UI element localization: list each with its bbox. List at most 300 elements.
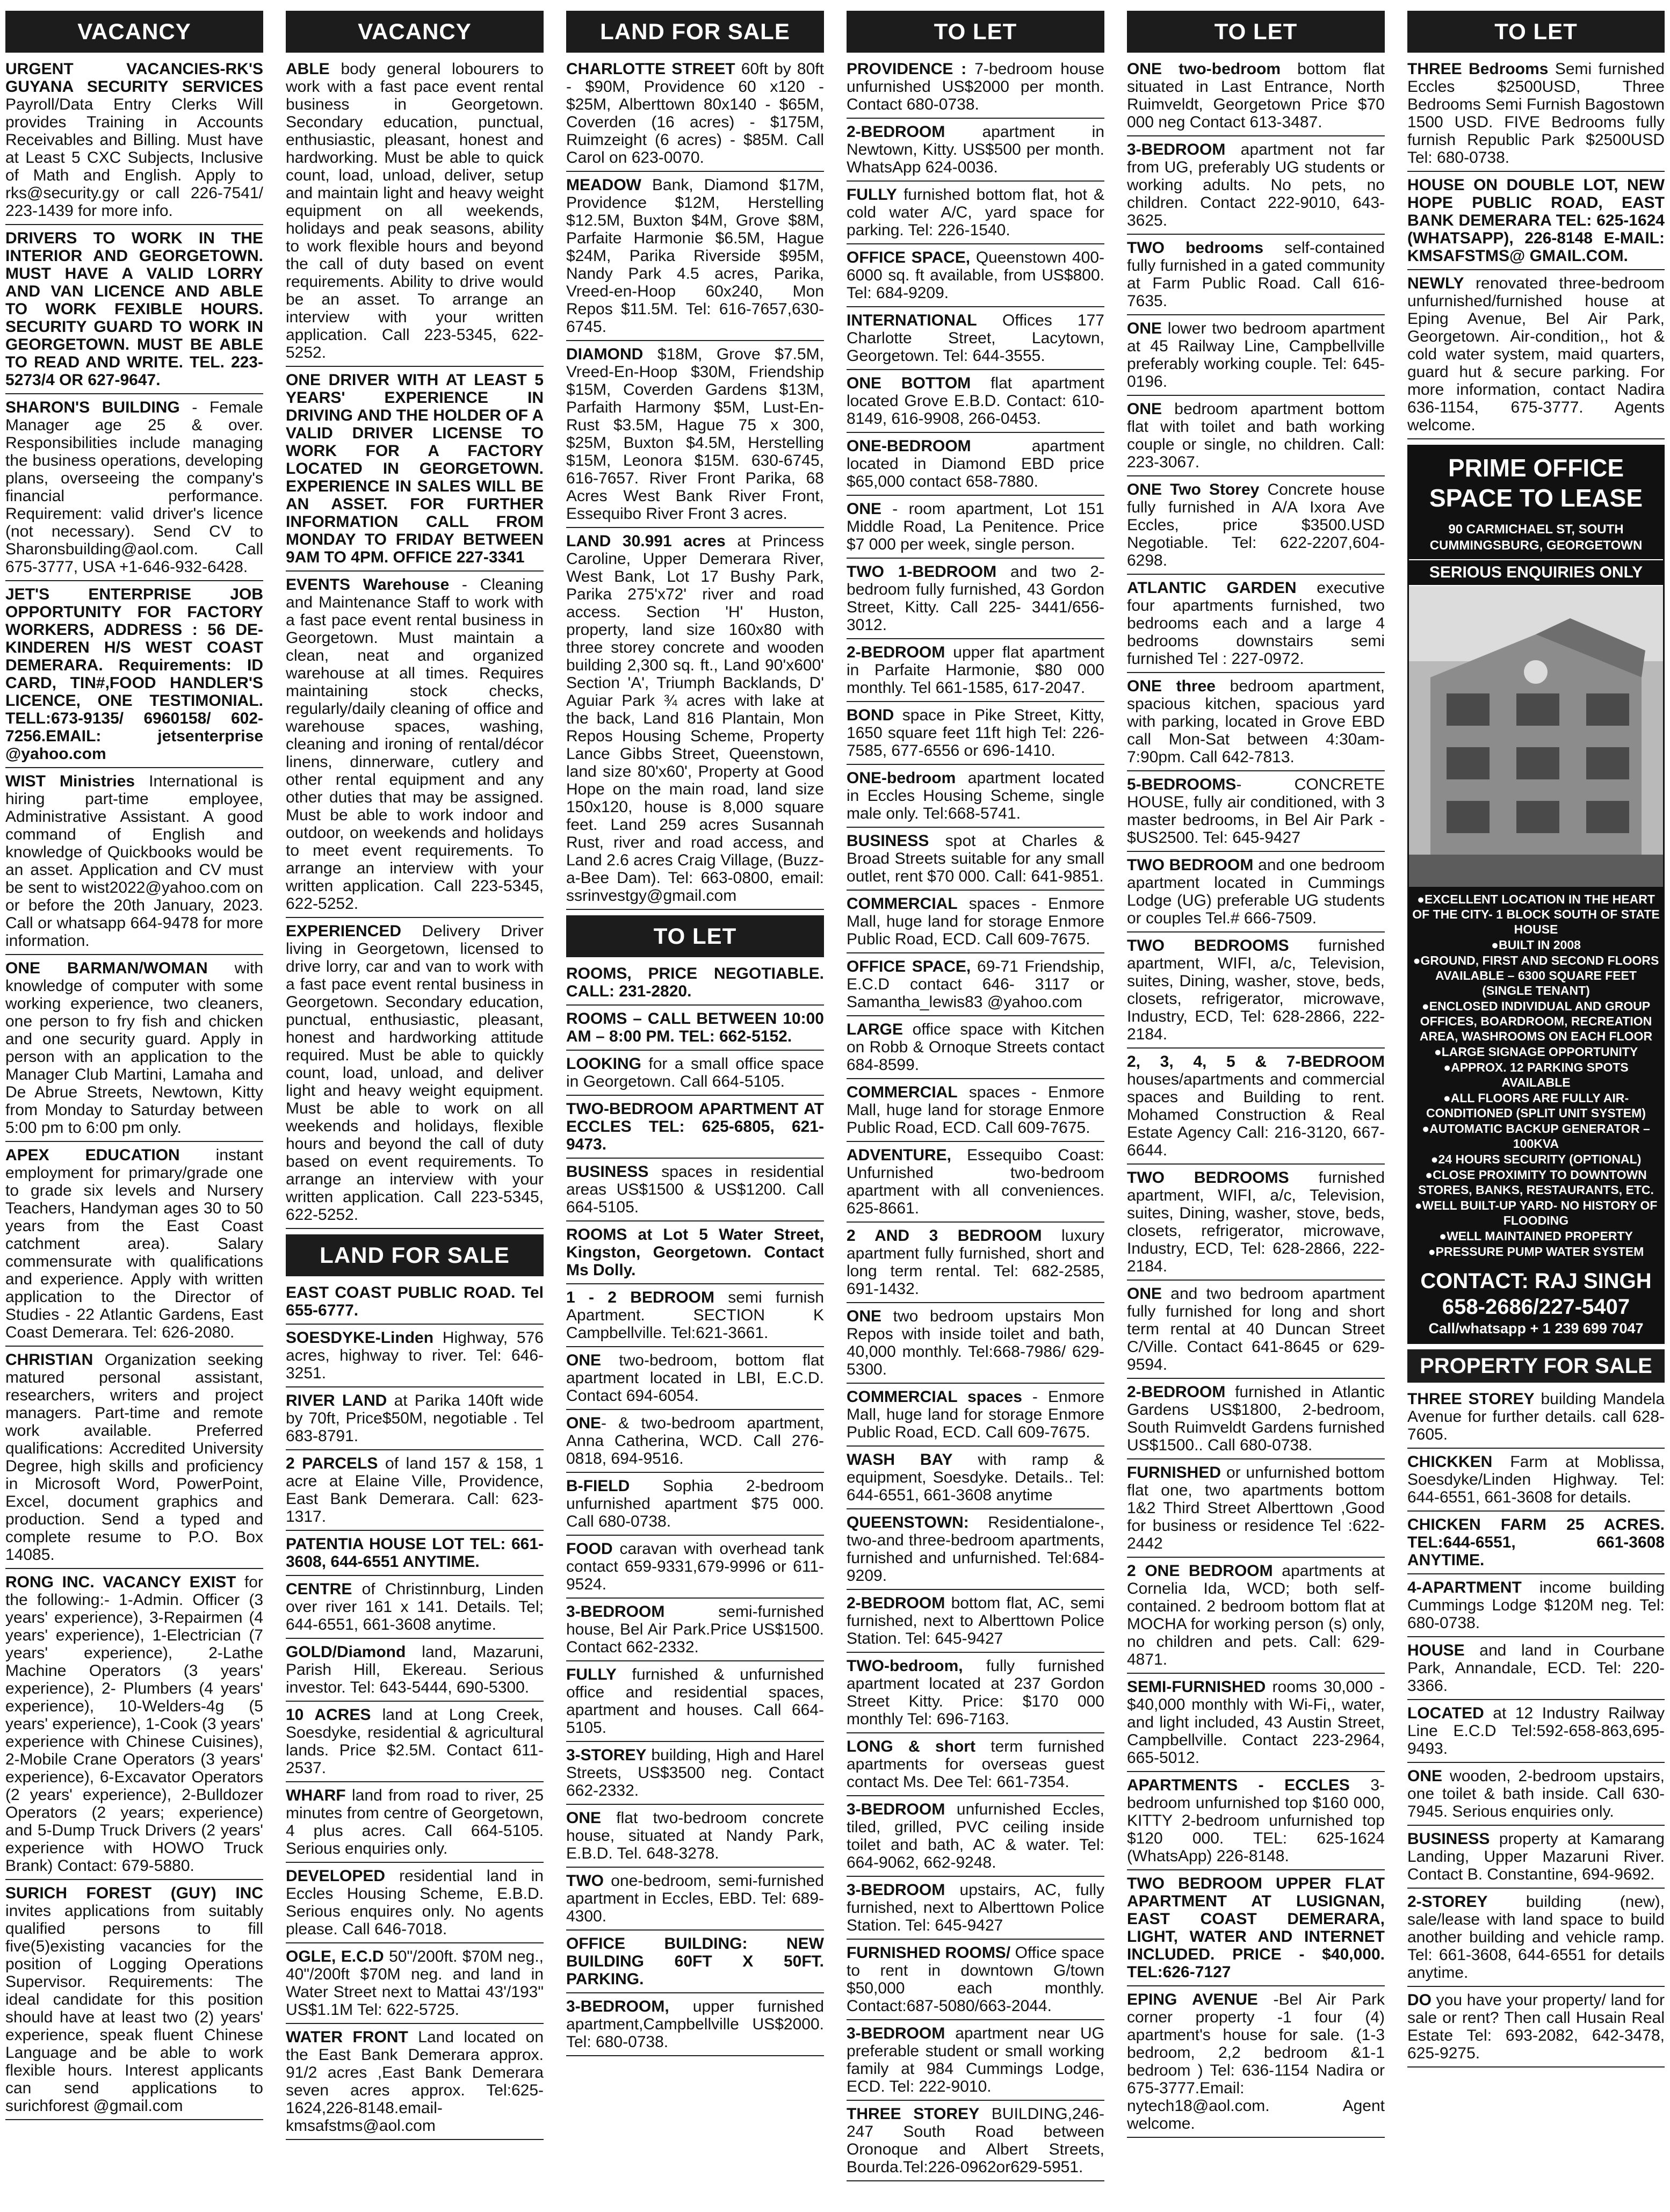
classified-ad	[566, 1540, 824, 1599]
ad-lead: RIVER LAND	[286, 1392, 387, 1409]
classified-ad	[847, 644, 1104, 702]
section-header: LAND FOR SALE	[566, 11, 824, 53]
prime-office-features	[1409, 887, 1663, 1264]
classified-ad	[566, 1872, 824, 1931]
ad-lead: APEX EDUCATION	[5, 1146, 180, 1164]
ad-body: instant employment for primary/grade one to grade six levels and Nursery Teachers, Handyman ages 30 to 50 years from the East Coast catchment area). Salary commensurate with qualifications and experience. Apply with written application to the Director of Studies - 22 Atlantic Gardens, East Coast Demerara. Tel: 626-2080.	[5, 1146, 263, 1341]
ad-body: houses/apartments and commercial spaces and Building to rent. Mohamed Construction & Real Estate Agency Call: 216-3120, 667-6644.	[1127, 1071, 1385, 1159]
prime-office-contact	[1409, 1264, 1663, 1342]
ad-lead: EXPERIENCED	[286, 922, 402, 940]
classified-ad	[1407, 1579, 1665, 1637]
ad-lead: JET'S ENTERPRISE JOB OPPORTUNITY FOR FACTORY WORKERS, ADDRESS : 56 DE-KINDEREN H/S WEST COAST DEMERARA. Requirements: ID CARD, TIN#,FOOD HANDLER'S LICENCE, ONE TESTIMONIAL. TELL:673-9135/ 6960158/ 602-7256.EMAIL: jetsenterprise @yahoo.com	[5, 585, 263, 763]
ad-lead: EPING AVENUE	[1127, 1991, 1258, 2008]
ad-lead: TWO BEDROOM	[1127, 856, 1254, 874]
classified-ad	[566, 1055, 824, 1096]
classified-ad	[1127, 937, 1385, 1049]
classified-ad	[286, 1643, 544, 1702]
classified-ad	[1407, 60, 1665, 172]
ad-body: furnished in Atlantic Gardens US$1800, 2-bedroom, South Ruimveldt Gardens furnished US$1500.. Call 680-0738.	[1127, 1383, 1385, 1454]
ad-body: luxury apartment fully furnished, short and long term rental. Tel: 682-2585, 691-1432.	[847, 1227, 1104, 1298]
classified-ad	[847, 1083, 1104, 1142]
ad-body: spaces - Enmore Mall, huge land for storage Enmore Public Road, ECD. Call 609-7675.	[847, 895, 1104, 948]
ad-lead: ONE	[1127, 320, 1162, 337]
ad-body: - CONCRETE HOUSE, fully air conditioned, with 3 master bedrooms, in Bel Air Park - $US2500. Tel: 645-9427	[1127, 776, 1385, 847]
ad-body: Organization seeking matured personal assistant, researchers, writers and project managers. Part-time and remote work available. Preferred qualifications: Accredited University Degree, high skills and proficiency in Microsoft Word, PowerPoint, Excel, document graphics and production. Send a typed and complete resume to P.O. Box 14085.	[5, 1351, 263, 1564]
ad-body: $18M, Grove $7.5M, Vreed-En-Hoop $30M, Friendship $15M, Coverden Gardens $13M, Parfaith Harmony $5M, Lust-En-Rust $3.5M, Hague 75 x 300, $25M, Buxton $4.5M, Herstelling $15M, Leonora $15M. 630-6745, 616-7657. River Front Parika, 68 Acres West Bank River Front, Essequibo River Front 3 acres.	[566, 345, 824, 523]
ad-lead: TWO BEDROOMS	[1127, 1169, 1289, 1187]
contact-whatsapp: Call/whatsapp + 1 239 699 7047	[1428, 1320, 1644, 1336]
ad-body: spaces - Enmore Mall, huge land for storage Enmore Public Road, ECD. Call 609-7675.	[847, 1083, 1104, 1137]
classified-ad	[1127, 776, 1385, 852]
ad-body: or unfurnished bottom flat one, two apartments bottom 1&2 Third Street Alberttown ,Good for business or residence Tel :622-2442	[1127, 1464, 1385, 1552]
ad-lead: EAST COAST PUBLIC ROAD. Tel 655-6777.	[286, 1284, 544, 1319]
feature-item: ●WELL MAINTAINED PROPERTY	[1439, 1229, 1633, 1243]
ad-body: income building Cummings Lodge $120M neg. Tel: 680-0738.	[1407, 1579, 1665, 1632]
classified-ad	[1407, 1767, 1665, 1826]
ad-body: for a small office space in Georgetown. Call 664-5105.	[566, 1055, 824, 1090]
classified-ad	[1127, 1991, 1385, 2138]
ad-body: Land located on the East Bank Demerara approx. 91/2 acres ,East Bank Demerara seven acres approx. Tel:625-1624,226-8148.email-kmsafstms@aol.com	[286, 2028, 544, 2135]
ad-lead: PATENTIA HOUSE LOT TEL: 661-3608, 644-6551 ANYTIME.	[286, 1535, 544, 1571]
ad-lead: 3-BEDROOM	[847, 1881, 945, 1899]
ad-lead: THREE STOREY	[847, 2105, 980, 2123]
classified-ad	[5, 1351, 263, 1569]
classified-ad	[1127, 579, 1385, 673]
classified-ad	[286, 1867, 544, 1943]
classified-ad	[1127, 1285, 1385, 1379]
classified-ad	[847, 2105, 1104, 2181]
ad-lead: 2-BEDROOM	[847, 644, 945, 661]
ad-lead: ONE-bedroom	[847, 769, 956, 787]
ad-lead: FOOD	[566, 1540, 613, 1558]
classified-ad	[847, 563, 1104, 639]
ad-body: upstairs, AC, fully furnished, next to Alberttown Police Station. Tel: 645-9427	[847, 1881, 1104, 1934]
ad-lead: APARTMENTS - ECCLES	[1127, 1776, 1350, 1794]
ad-body: at Parika 140ft wide by 70ft, Price$50M, negotiable . Tel 683-8791.	[286, 1392, 544, 1445]
ad-body: upper furnished apartment,Campbellville US$2000. Tel: 680-0738.	[566, 1998, 824, 2051]
classified-ad	[5, 772, 263, 955]
section-header: TO LET	[847, 11, 1104, 53]
ad-lead: 2 AND 3 BEDROOM	[847, 1227, 1042, 1245]
classified-ad	[1407, 274, 1665, 439]
classified-ad	[286, 1787, 544, 1863]
ad-lead: COMMERCIAL	[847, 1083, 958, 1101]
classified-ad	[847, 832, 1104, 891]
classified-ad	[286, 1284, 544, 1325]
ad-lead: OFFICE SPACE,	[847, 958, 971, 975]
classified-ad	[847, 500, 1104, 559]
ad-body: 69-71 Friendship, E.C.D contact 646- 3117 or Samantha_lewis83 @yahoo.com	[847, 958, 1104, 1011]
classified-ad	[1407, 1390, 1665, 1449]
ad-lead: ADVENTURE,	[847, 1146, 952, 1164]
classified-ad	[566, 1226, 824, 1284]
classified-ad	[1127, 239, 1385, 315]
classified-ad	[847, 1021, 1104, 1079]
ad-lead: NEWLY	[1407, 274, 1464, 292]
classified-ad	[847, 1146, 1104, 1223]
classified-ad	[566, 1935, 824, 1993]
classified-ad	[1127, 856, 1385, 932]
ad-lead: B-FIELD	[566, 1477, 630, 1495]
classified-ad	[286, 2028, 544, 2140]
ad-lead: SURICH FOREST (GUY) INC	[5, 1884, 263, 1902]
ad-body: unfurnished Eccles, tiled, grilled, PVC ceiling inside toilet and bath, AC & water. Tel: 664-9062, 662-9248.	[847, 1801, 1104, 1871]
ad-lead: 2-BEDROOM	[847, 123, 945, 141]
ad-body: spaces in residential areas US$1500 & US$1200. Call 664-5105.	[566, 1163, 824, 1216]
ad-lead: MEADOW	[566, 176, 641, 194]
ad-body: Residentialone-, two-and three-bedroom apartments, furnished and unfurnished. Tel:684-9209.	[847, 1514, 1104, 1585]
classified-ad	[566, 1100, 824, 1159]
classified-ad	[1407, 1830, 1665, 1889]
ad-lead: RONG INC. VACANCY EXIST	[5, 1573, 236, 1591]
section-header: TO LET	[1127, 11, 1385, 53]
ad-body: building (new), sale/lease with land space to build another building and vehicle ramp. Tel: 661-3608, 644-6551 for details anytime.	[1407, 1893, 1665, 1982]
classified-page	[5, 11, 1665, 2208]
ad-body: fully furnished apartment located at 237 Gordon Street Kitty. Price: $170 000 monthly Tel: 696-7163.	[847, 1657, 1104, 1728]
ad-lead: ONE	[1127, 1285, 1162, 1303]
ad-lead: CENTRE	[286, 1580, 352, 1598]
ad-lead: THREE Bedrooms	[1407, 60, 1549, 78]
ad-body: flat two-bedroom concrete house, situated at Nandy Park, E.B.D. Tel. 648-3278.	[566, 1809, 824, 1862]
ad-lead: ONE	[847, 500, 882, 518]
ad-body: Delivery Driver living in Georgetown, licensed to drive lorry, car and van to work with a fast pace event rental business in Georgetown. Secondary education, punctual, enthusiastic, pleasant, honest and hardworking attitude required. Must be able to quickly count, load, unload, and deliver light and heavy weight equipment. Must be able to work on all weekends and holidays, flexible hours and beyond the call of duty based on event requirements. To arrange an interview with your written application. Call 223-5345, 622-5252.	[286, 922, 544, 1224]
ad-lead: ABLE	[286, 60, 330, 78]
ad-body: Farm at Moblissa, Soesdyke/Linden Highway. Tel: 644-6551, 661-3608 for details.	[1407, 1453, 1665, 1506]
classified-ad	[286, 1706, 544, 1782]
section-header-property-for-sale: PROPERTY FOR SALE	[1407, 1349, 1665, 1383]
ad-lead: DO	[1407, 1991, 1432, 2009]
classified-ad	[847, 895, 1104, 953]
classified-ad	[5, 1146, 263, 1347]
ad-lead: OFFICE BUILDING: NEW BUILDING 60FT X 50FT. PARKING.	[566, 1935, 824, 1988]
ad-lead: OFFICE SPACE,	[847, 249, 971, 266]
classified-ad	[847, 437, 1104, 496]
ad-lead: FURNISHED	[1127, 1464, 1221, 1481]
ad-body: and two bedroom apartment fully furnished for long and short term rental at 40 Duncan Street C/Ville. Contact 641-8645 or 629-9594.	[1127, 1285, 1385, 1374]
ad-body: of land 157 & 158, 1 acre at Elaine Ville, Providence, East Bank Demerara. Call: 623-1317.	[286, 1455, 544, 1526]
ad-lead: 2 ONE BEDROOM	[1127, 1562, 1273, 1580]
ad-lead: COMMERCIAL spaces	[847, 1388, 1022, 1406]
classified-ad	[286, 1455, 544, 1531]
classified-ad	[847, 1881, 1104, 1940]
ad-body: 3-bedroom unfurnished top $160 000, KITTY 2-bedroom unfurnished top $120 000. TEL: 625-1624 (WhatsApp) 226-8148.	[1127, 1776, 1385, 1865]
classified-ad	[5, 229, 263, 394]
ad-lead: LARGE	[847, 1021, 903, 1038]
classified-ad	[286, 1392, 544, 1450]
ad-lead: FURNISHED ROOMS/	[847, 1944, 1011, 1962]
ad-body: apartment near UG preferable student or small working family at 984 Cummings Lodge, ECD. Tel: 222-9010.	[847, 2025, 1104, 2095]
ad-lead: 2-BEDROOM	[1127, 1383, 1226, 1401]
ad-body: one-bedroom, semi-furnished apartment in Eccles, EBD. Tel: 689-4300.	[566, 1872, 824, 1925]
ad-lead: ONE	[566, 1351, 602, 1369]
ad-lead: ONE	[847, 1307, 882, 1325]
ad-body: body general lobourers to work with a fast pace event rental business in Georgetown. Secondary education, punctual, enthusiastic, pleasant, honest and hardworking. Must be able to quick count, load, unload, deliver, setup and maintain light and heavy weight equipment on all weekends, holidays and peak seasons, ability to work flexible hours and beyond the call of duty based on event requirements. Ability to drive would be an asset. To arrange an interview with your written application. Call 223-5345, 622-5252.	[286, 60, 544, 362]
ad-body: space in Pike Street, Kitty, 1650 square feet 11ft high Tel: 226-7585, 677-6556 or 696-1410.	[847, 706, 1104, 760]
ad-body: -Bel Air Park corner property -1 four (4) apartment's house for sale. (1-3 bedroom, 2,2 bedroom &1-1 bedroom ) Tel: 636-1154 Nadira or 675-3777.Email: nytech18@aol.com. Agent welcome.	[1127, 1991, 1385, 2133]
classified-ad	[566, 1163, 824, 1221]
prime-office-title: PRIME OFFICE SPACE TO LEASE	[1409, 446, 1663, 519]
classified-ad	[286, 371, 544, 572]
section-header-land-for-sale: LAND FOR SALE	[286, 1234, 544, 1276]
ad-body: Semi furnished Eccles $2500USD, Three Bedrooms Semi Furnish Bagostown 1500 USD. FIVE Bedrooms fully furnish Republic Park $2500USD Tel: 680-0738.	[1407, 60, 1665, 167]
ad-lead: LONG & short	[847, 1738, 975, 1755]
classified-ad	[286, 1535, 544, 1576]
ad-body: land at Long Creek, Soesdyke, residential & agricultural lands. Price $2.5M. Contact 611-2537.	[286, 1706, 544, 1777]
ad-lead: ROOMS – CALL BETWEEN 10:00 AM – 8:00 PM. TEL: 662-5152.	[566, 1010, 824, 1045]
ad-body: 7-bedroom house unfurnished US$2000 per month. Contact 680-0738.	[847, 60, 1104, 113]
ad-body: - Cleaning and Maintenance Staff to work with a fast pace event rental business in Georgetown. Must maintain a clean, neat and organized warehouse at all times. Requires maintaining stock checks, regularly/daily cleaning of office and warehouse spaces, washing, cleaning and ironing of rental/décor linens, dinnerware, cutlery and other rental equipment and any other duties that may be assigned. Must be able to work indoor and outdoor, on weekends and holidays to meet event requirements. To arrange an interview with your written application. Call 223-5345, 622-5252.	[286, 576, 544, 913]
ad-lead: HOUSE	[1407, 1642, 1465, 1659]
prime-office-address: 90 CARMICHAEL ST, SOUTH CUMMINGSBURG, GEORGETOWN	[1409, 519, 1663, 559]
ad-lead: ROOMS, PRICE NEGOTIABLE. CALL: 231-2820.	[566, 965, 824, 1000]
ad-body: for the following:- 1-Admin. Officer (3 years' experience), 3-Repairmen (4 years' experience), 1-Electrician (7 years' experience), 2-Lathe Machine Operators (3 years' experience), 2- Plumbers (4 years' experience), 10-Welders-4g (5 years' experience), 1-Cook (3 years' experience with Chinese Cuisines), 2-Mobile Crane Operators (3 years' experience), 6-Excavator Operators (2 years' experience), 2-Bulldozer Operators (2 years; experience) and 5-Dump Truck Drivers (2 years' experience with HOWO Truck Brank) Contact: 679-5880.	[5, 1573, 263, 1875]
ad-body: bottom flat, AC, semi furnished, next to Alberttown Police Station. Tel: 645-9427	[847, 1594, 1104, 1647]
classified-ad	[1127, 1464, 1385, 1558]
ad-lead: ONE-BEDROOM	[847, 437, 971, 455]
ad-body: rooms 30,000 - $40,000 monthly with Wi-Fi,, water, and light included, 43 Austin Street, Campbellville. Contact 223-2964, 665-5012.	[1127, 1678, 1385, 1767]
classified-ad	[1127, 1678, 1385, 1772]
ad-lead: ROOMS at Lot 5 Water Street, Kingston, Georgetown. Contact Ms Dolly.	[566, 1226, 824, 1279]
ad-lead: WIST Ministries	[5, 772, 135, 790]
ad-body: building, High and Harel Streets, US$3500 neg. Contact 662-2332.	[566, 1746, 824, 1799]
ad-body: - Enmore Mall, huge land for storage Enmore Public Road, ECD. Call 609-7675.	[847, 1388, 1104, 1441]
ad-body: Essequibo Coast: Unfurnished two-bedroom apartment with all conveniences. 625-8661.	[847, 1146, 1104, 1217]
contact-name: CONTACT: RAJ SINGH	[1420, 1269, 1652, 1293]
ad-body: - room apartment, Lot 151 Middle Road, La Penitence. Price $7 000 per week, single person.	[847, 500, 1104, 553]
classified-ad	[847, 374, 1104, 433]
ad-body: bedroom apartment, spacious kitchen, spacious yard with parking, located in Grove EBD call Mon-Sat between 4:30am-7:90pm. Call 642-7813.	[1127, 677, 1385, 766]
classified-ad	[5, 959, 263, 1142]
ad-body: bottom flat situated in Last Entrance, North Ruimveldt, Georgetown Price $70 000 neg Contact 613-3487.	[1127, 60, 1385, 131]
ad-body: two bedroom upstairs Mon Repos with inside toilet and bath, 40,000 monthly. Tel:668-7986/ 629-5300.	[847, 1307, 1104, 1378]
classified-ad	[566, 1477, 824, 1536]
column-to-let-3	[1407, 11, 1665, 2208]
ad-lead: 3-BEDROOM	[847, 1801, 945, 1818]
ad-lead: WASH BAY	[847, 1451, 953, 1469]
ad-lead: BUSINESS	[847, 832, 929, 850]
classified-ad	[286, 576, 544, 918]
ad-lead: 3-BEDROOM	[847, 2025, 945, 2042]
ad-body: bedroom apartment bottom flat with toilet and bath working couple or single, no children. Call: 223-3067.	[1127, 400, 1385, 471]
ad-body: Offices 177 Charlotte Street, Lacytown, Georgetown. Tel: 644-3555.	[847, 312, 1104, 365]
ad-body: building Mandela Avenue for further details. call 628-7605.	[1407, 1390, 1665, 1443]
section-header: VACANCY	[286, 11, 544, 53]
ad-body: with ramp & equipment, Soesdyke. Details.. Tel: 644-6551, 661-3608 anytime	[847, 1451, 1104, 1504]
column-vacancy-1	[5, 11, 263, 2208]
ad-lead: COMMERCIAL	[847, 895, 958, 913]
classified-ad	[5, 399, 263, 581]
ad-lead: THREE STOREY	[1407, 1390, 1535, 1408]
ad-lead: DRIVERS TO WORK IN THE INTERIOR AND GEORGETOWN. MUST HAVE A VALID LORRY AND VAN LICENCE AND ABLE TO WORK FEXIBLE HOURS. SECURITY GUARD TO WORK IN GEORGETOWN. MUST BE ABLE TO READ AND WRITE. TEL. 223-5273/4 OR 627-9647.	[5, 229, 263, 389]
classified-ad	[847, 2025, 1104, 2101]
classified-ad	[566, 60, 824, 172]
ad-lead: CHICKEN FARM 25 ACRES. TEL:644-6551, 661-3608 ANYTIME.	[1407, 1516, 1665, 1569]
ad-lead: 3-STOREY	[566, 1746, 647, 1764]
classified-ad	[566, 345, 824, 528]
classified-ad	[847, 1944, 1104, 2020]
ad-lead: FULLY	[566, 1666, 617, 1683]
ad-lead: SEMI-FURNISHED	[1127, 1678, 1266, 1696]
ad-body: land from road to river, 25 minutes from centre of Georgetown, 4 plus acres. Call 664-5105. Serious enquiries only.	[286, 1787, 544, 1857]
classified-ad	[847, 1514, 1104, 1590]
ad-body: apartment in Newtown, Kitty. US$500 per month. WhatsApp 624-0036.	[847, 123, 1104, 176]
ad-lead: TWO BEDROOM UPPER FLAT APARTMENT AT LUSIGNAN, EAST COAST DEMERARA, LIGHT, WATER AND INTERNET INCLUDED. PRICE - $40,000. TEL:626-7127	[1127, 1875, 1385, 1981]
ad-lead: ONE	[1127, 400, 1162, 418]
ad-body: and land in Courbane Park, Annandale, ECD. Tel: 220-3366.	[1407, 1642, 1665, 1695]
ad-body: property at Kamarang Landing, Upper Mazaruni River. Contact B. Constantine, 694-9692.	[1407, 1830, 1665, 1883]
ad-body: you have your property/ land for sale or rent? Then call Husain Real Estate Tel: 693-2082, 642-3478, 625-9275.	[1407, 1991, 1665, 2062]
section-header-to-let: TO LET	[566, 915, 824, 957]
classified-ad	[5, 60, 263, 225]
ad-lead: TWO-bedroom,	[847, 1657, 963, 1675]
ad-body: Highway, 576 acres, highway to river. Tel: 646-3251.	[286, 1329, 544, 1382]
classified-ad	[286, 1329, 544, 1387]
ad-lead: CHARLOTTE STREET	[566, 60, 735, 78]
ad-body: apartment located in Diamond EBD price $65,000 contact 658-7880.	[847, 437, 1104, 490]
column-to-let-2	[1127, 11, 1385, 2208]
ad-body: semi-furnished house, Bel Air Park.Price US$1500. Contact 662-2332.	[566, 1603, 824, 1656]
classified-ad	[566, 1010, 824, 1051]
ad-lead: TWO	[566, 1872, 604, 1890]
ad-lead: 10 ACRES	[286, 1706, 371, 1724]
ad-lead: CHICKKEN	[1407, 1453, 1493, 1471]
ad-lead: ONE BOTTOM	[847, 374, 971, 392]
ad-body: residential land in Eccles Housing Scheme, E.B.D. Serious enquires only. No agents please. Call 646-7018.	[286, 1867, 544, 1938]
ad-body: 60ft by 80ft - $90M, Providence 60 x120 - $25M, Alberttown 80x140 - $65M, Coverden (16 acres) - $175M, Ruimzeight (6 acres) - $85M. Call Carol on 623-0070.	[566, 60, 824, 167]
ad-body: - & two-bedroom apartment, Anna Catherina, WCD. Call 276-0818, 694-9516.	[566, 1414, 824, 1468]
ad-lead: BUSINESS	[1407, 1830, 1490, 1848]
classified-ad	[1127, 1383, 1385, 1459]
ad-body: Payroll/Data Entry Clerks Will provides Training in Accounts Receivables and Billing. Must have at Least 5 CXC Subjects, Inclusive of Math and English. Apply to rks@security.gy or call 226-7541/ 223-1439 for more info.	[5, 96, 263, 220]
classified-ad	[5, 1573, 263, 1880]
ad-body: apartment not far from UG, preferably UG students or working adults. No pets, no children. Contact 222-9010, 643-3625.	[1127, 141, 1385, 229]
classified-ad	[847, 958, 1104, 1016]
ad-body: with knowledge of computer with some working experience, two cleaners, one person to fry fish and chicken and one security guard. Apply in person with an application to the Manager Club Martini, Lamaha and De Abrue Streets, Newtown, Kitty from Monday to Saturday between 5:00 pm to 6:00 pm only.	[5, 959, 263, 1137]
classified-ad	[1407, 1991, 1665, 2068]
classified-ad	[566, 1414, 824, 1473]
column-to-let-1	[847, 11, 1104, 2208]
ad-body: Queenstown 400-6000 sq. ft available, from US$800. Tel: 684-9209.	[847, 249, 1104, 302]
ad-lead: SHARON'S BUILDING	[5, 399, 180, 416]
classified-ad	[1127, 1776, 1385, 1870]
classified-ad	[847, 249, 1104, 307]
ad-lead: 5-BEDROOMS	[1127, 776, 1237, 793]
ad-body: lower two bedroom apartment at 45 Railway Line, Campbellville preferably working couple. Tel: 645-0196.	[1127, 320, 1385, 391]
prime-office-serious: SERIOUS ENQUIRIES ONLY	[1409, 559, 1663, 586]
ad-lead: OGLE, E.C.D	[286, 1948, 384, 1965]
feature-item: ●CLOSE PROXIMITY TO DOWNTOWN STORES, BANKS, RESTAURANTS, ETC.	[1418, 1168, 1654, 1197]
classified-ad	[1407, 1453, 1665, 1512]
feature-item: ●GROUND, FIRST AND SECOND FLOORS AVAILABLE – 6300 SQUARE FEET (SINGLE TENANT)	[1413, 953, 1659, 997]
ad-lead: 2-BEDROOM	[847, 1594, 945, 1612]
ad-lead: 2 PARCELS	[286, 1455, 378, 1472]
ad-lead: 1 - 2 BEDROOM	[566, 1289, 714, 1306]
ad-lead: PROVIDENCE :	[847, 60, 967, 78]
feature-item: ●AUTOMATIC BACKUP GENERATOR – 100KVA	[1422, 1122, 1650, 1151]
ad-body: caravan with overhead tank contact 659-9331,679-9996 or 611-9524.	[566, 1540, 824, 1593]
classified-ad	[566, 1746, 824, 1805]
ad-body: self-contained fully furnished in a gated community at Farm Public Road. Call 616-7635.	[1127, 239, 1385, 310]
classified-ad	[1407, 1893, 1665, 1987]
classified-ad	[566, 1603, 824, 1661]
classified-ad	[1407, 1516, 1665, 1574]
ad-lead: TWO 1-BEDROOM	[847, 563, 997, 581]
ad-lead: INTERNATIONAL	[847, 312, 977, 329]
classified-ad	[566, 532, 824, 910]
classified-ad	[1127, 677, 1385, 771]
ad-lead: LOOKING	[566, 1055, 641, 1073]
ad-body: office space with Kitchen on Robb & Ornoque Streets contact 684-8599.	[847, 1021, 1104, 1074]
ad-lead: TWO bedrooms	[1127, 239, 1264, 257]
ad-lead: ONE BARMAN/WOMAN	[5, 959, 208, 977]
ad-body: - Female Manager age 25 & over. Responsibilities include managing the business operations, developing plans, overseeing the company's financial performance. Requirement: valid driver's licence (not necessary). Send CV to Sharonsbuilding@aol.com. Call 675-3777, USA +1-646-932-6428.	[5, 399, 263, 576]
ad-body: spot at Charles & Broad Streets suitable for any small outlet, rent $70 000. Call: 641-9851.	[847, 832, 1104, 885]
ad-body: at Princess Caroline, Upper Demerara River, West Bank, Lot 17 Bushy Park, Parika 275'x72' river and road access. Section 'H' Huston, property, land size 160x80 with three storey concrete and wooden building 2,300 sq. ft., Land 90'x600' Section 'A', Triumph Backlands, D' Aguiar Park ¾ acres with lake at the back, Land 816 Plantain, Mon Repos Housing Scheme, Property Lance Gibbs Street, Queenstown, land size 80'x60', Property at Good Hope on the main road, land size 150x120, house is 8,000 square feet. Land 259 acres Susannah Rust, river and road access, and Land 2.6 acres Craig Village, (Buzz-a-Bee Dam). Tel: 663-0800, email: ssrinvestgy@gmail.com	[566, 532, 824, 905]
ad-body: furnished bottom flat, hot & cold water A/C, yard space for parking. Tel: 226-1540.	[847, 186, 1104, 239]
ad-lead: ONE	[566, 1809, 602, 1827]
ad-body: furnished & unfurnished office and residential spaces, apartment and houses. Call 664-5105.	[566, 1666, 824, 1737]
feature-item: ●LARGE SIGNAGE OPPORTUNITY	[1434, 1045, 1638, 1059]
ad-lead: GOLD/Diamond	[286, 1643, 406, 1661]
classified-ad	[1127, 1053, 1385, 1165]
classified-ad	[847, 1307, 1104, 1384]
ad-lead: 3-BEDROOM,	[566, 1998, 669, 2015]
ad-body: two-bedroom, bottom flat apartment located in LBI, E.C.D. Contact 694-6054.	[566, 1351, 824, 1405]
building-illustration	[1409, 586, 1663, 887]
classified-ad	[1127, 400, 1385, 476]
classified-ad	[286, 1948, 544, 2024]
classified-ad	[847, 60, 1104, 119]
ad-lead: DEVELOPED	[286, 1867, 386, 1885]
classified-ad	[847, 769, 1104, 828]
ad-body: apartments at Cornelia Ida, WCD; both self-contained. 2 bedroom bottom flat at MOCHA for working person (s) only, no children and pets. Call: 629-4871.	[1127, 1562, 1385, 1668]
classified-ad	[1127, 60, 1385, 136]
ad-lead: DIAMOND	[566, 345, 644, 363]
classified-ad	[847, 1388, 1104, 1447]
ad-body: Concrete house fully furnished in A/A Ixora Ave Eccles, price $3500.USD Negotiable. Tel: 622-2207,604-6298.	[1127, 481, 1385, 569]
classified-ad	[286, 1580, 544, 1639]
ad-body: executive four apartments furnished, two bedrooms each and a large 4 bedrooms downstairs semi furnished Tel : 227-0972.	[1127, 579, 1385, 668]
classified-ad	[1127, 1169, 1385, 1281]
ad-lead: SOESDYKE-Linden	[286, 1329, 434, 1347]
section-header: TO LET	[1407, 11, 1665, 53]
ad-body: Office space to rent in downtown G/town $50,000 each monthly. Contact:687-5080/663-2044.	[847, 1944, 1104, 2015]
ad-lead: FULLY	[847, 186, 897, 204]
feature-item: ●APPROX. 12 PARKING SPOTS AVAILABLE	[1443, 1060, 1629, 1089]
ad-lead: ONE	[566, 1414, 602, 1432]
classified-ad	[847, 186, 1104, 244]
ad-lead: CHRISTIAN	[5, 1351, 93, 1369]
classified-ad	[566, 965, 824, 1006]
classified-ad	[1127, 320, 1385, 396]
ad-lead: ONE three	[1127, 677, 1216, 695]
classified-ad	[1407, 1642, 1665, 1700]
ad-body: land, Mazaruni, Parish Hill, Ekereau. Serious investor. Tel: 643-5444, 690-5300.	[286, 1643, 544, 1696]
ad-body: of Christinnburg, Linden over river 161 x 141. Details. Tel; 644-6551, 661-3608 anytime.	[286, 1580, 544, 1633]
classified-ad	[566, 1666, 824, 1742]
ad-lead: QUEENSTOWN:	[847, 1514, 969, 1531]
ad-body: term furnished apartments for overseas guest contact Ms. Dee Tel: 661-7354.	[847, 1738, 1104, 1791]
ad-body: apartment located in Eccles Housing Scheme, single male only. Tel:668-5741.	[847, 769, 1104, 822]
section-header: VACANCY	[5, 11, 263, 53]
ad-lead: ONE two-bedroom	[1127, 60, 1281, 78]
classified-ad	[5, 585, 263, 768]
classified-ad	[847, 1657, 1104, 1733]
ad-body: wooden, 2-bedroom upstairs, one toilet & bath inside. Call 630-7945. Serious enquiries only.	[1407, 1767, 1665, 1820]
ad-body: semi furnish Apartment. SECTION K Campbellville. Tel:621-3661.	[566, 1289, 824, 1342]
ad-lead: 2-STOREY	[1407, 1893, 1488, 1911]
prime-office-ad	[1407, 445, 1665, 1344]
